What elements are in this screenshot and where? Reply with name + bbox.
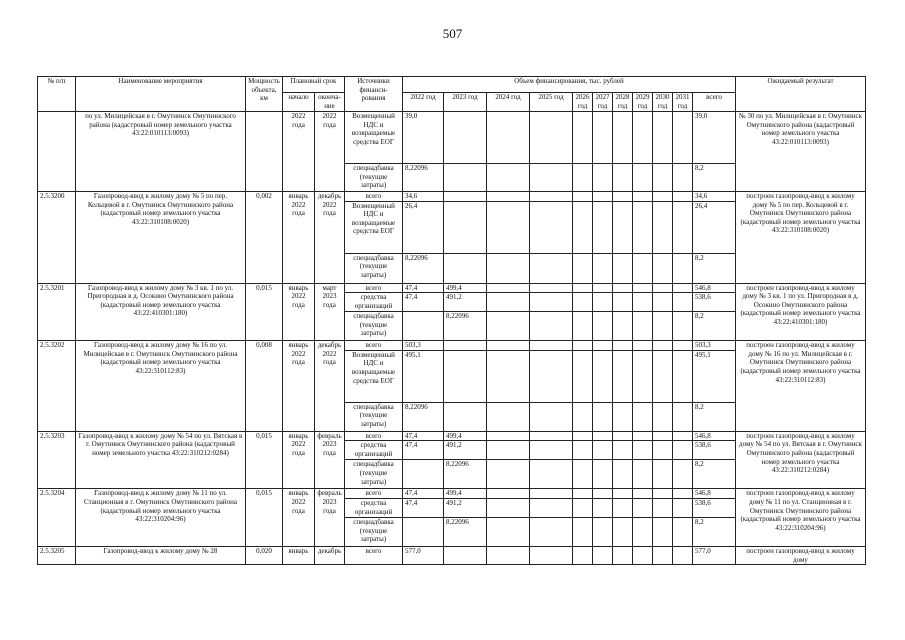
year-amount: 495,1 [403, 350, 444, 402]
year-amount [633, 441, 653, 460]
header-year: 2028 год [613, 93, 633, 112]
year-amount [633, 201, 653, 253]
funding-source: всего [345, 192, 403, 202]
year-amount [613, 283, 633, 293]
year-amount [593, 350, 613, 402]
capacity: 0,015 [246, 431, 283, 489]
activity-name: Газопровод-ввод к жилому дому № 28 [76, 546, 246, 564]
year-amount [530, 283, 573, 293]
total-amount: 538,6 [693, 441, 736, 460]
total-amount: 8,2 [693, 253, 736, 283]
end-date: февраль 2023 года [315, 431, 345, 489]
year-amount: 491,2 [444, 441, 487, 460]
end-date: декабрь 2022 года [315, 341, 345, 432]
year-amount [653, 517, 673, 546]
year-amount [673, 283, 693, 293]
year-amount [633, 350, 653, 402]
year-amount [593, 460, 613, 489]
year-amount [613, 201, 633, 253]
year-amount [444, 192, 487, 202]
year-amount [633, 402, 653, 431]
year-amount: 8,22096 [403, 253, 444, 283]
capacity: 0,008 [246, 341, 283, 432]
year-amount [653, 489, 673, 499]
year-amount: 491,2 [444, 498, 487, 517]
year-amount: 34,6 [403, 192, 444, 202]
total-amount: 503,3 [693, 341, 736, 351]
header-year: 2026 год [573, 93, 593, 112]
year-amount [613, 164, 633, 192]
expected-result: построен газопровод-ввод к жилому дому № 3 кв. 1 по ул. Пригородная в д. Осокино Омутнинского района (кадастровый номер земельного участка 43:22:410301:180) [736, 283, 866, 341]
header-year: 2025 год [530, 93, 573, 112]
year-amount [633, 517, 653, 546]
activity-name: Газопровод-ввод к жилому дому № 16 по ул. Милицейская в г. Омутнинск Омутнинского района (кадастровый номер земельного участка 43:22:310112:83) [76, 341, 246, 432]
year-amount [673, 312, 693, 341]
year-amount [487, 253, 530, 283]
row-number: 2.5.3202 [38, 341, 76, 432]
year-amount [653, 112, 673, 164]
activity-name: Газопровод-ввод к жилому дому № 54 по ул. Вятская в г. Омутнинск Омутнинского района (кадастровый номер земельного участка 43:22:310212:0284) [76, 431, 246, 489]
year-amount [403, 312, 444, 341]
header-year: 2022 год [403, 93, 444, 112]
end-date: декабрь [315, 546, 345, 564]
year-amount [487, 489, 530, 499]
year-amount [673, 460, 693, 489]
year-amount [487, 546, 530, 564]
year-amount: 47,4 [403, 441, 444, 460]
funding-source: спецнадбавка (текущие затраты) [345, 402, 403, 431]
expected-result: построен газопровод-ввод к жилому дому № 11 по ул. Станционная в г. Омутнинск Омутнинского района (кадастровый номер земельного участка 43:22:310204:96) [736, 489, 866, 547]
year-amount [593, 283, 613, 293]
header-year: 2031 год [673, 93, 693, 112]
year-amount [444, 341, 487, 351]
year-amount [487, 517, 530, 546]
table-row [38, 431, 866, 441]
year-amount [530, 164, 573, 192]
table-row [38, 546, 866, 564]
expected-result: № 30 по ул. Милицейская в г. Омутнинск Омутнинского района (кадастровый номер земельного участка 43:22:010113:0093) [736, 112, 866, 192]
expected-result: построен газопровод-ввод к жилому дому № 54 по ул. Вятская в г. Омутнинск Омутнинского района (кадастровый номер земельного участка 43:22:310212:0284) [736, 431, 866, 489]
year-amount [444, 201, 487, 253]
end-date: 2022 года [315, 112, 345, 192]
funding-source: средства организаций [345, 293, 403, 312]
start-date: январь 2022 года [283, 489, 315, 547]
year-amount [613, 112, 633, 164]
total-amount: 8,2 [693, 164, 736, 192]
funding-source: средства организаций [345, 498, 403, 517]
year-amount: 47,4 [403, 293, 444, 312]
table-row [38, 341, 866, 351]
year-amount [573, 293, 593, 312]
year-amount [487, 460, 530, 489]
year-amount [593, 293, 613, 312]
year-amount [653, 283, 673, 293]
year-amount [573, 402, 593, 431]
start-date: январь 2022 года [283, 341, 315, 432]
year-amount [530, 350, 573, 402]
year-amount [487, 431, 530, 441]
year-amount [613, 312, 633, 341]
year-amount [613, 192, 633, 202]
year-amount: 8,22096 [444, 517, 487, 546]
year-amount [673, 192, 693, 202]
year-amount [593, 498, 613, 517]
year-amount [673, 546, 693, 564]
year-amount: 491,2 [444, 293, 487, 312]
header-capacity: Мощность объекта, км [246, 77, 283, 112]
year-amount [613, 489, 633, 499]
total-amount: 538,6 [693, 498, 736, 517]
header-year-total: всего [693, 93, 736, 112]
year-amount [593, 201, 613, 253]
year-amount [653, 546, 673, 564]
year-amount [530, 441, 573, 460]
year-amount [573, 312, 593, 341]
year-amount: 8,22096 [403, 164, 444, 192]
year-amount [653, 293, 673, 312]
year-amount [444, 546, 487, 564]
year-amount [633, 112, 653, 164]
capacity [246, 112, 283, 192]
year-amount [633, 498, 653, 517]
year-amount [633, 431, 653, 441]
header-result: Ожидаемый результат [736, 77, 866, 112]
year-amount: 47,4 [403, 431, 444, 441]
year-amount [673, 498, 693, 517]
funding-source: Возмещенный НДС и возвращаемые средства ЕОГ [345, 112, 403, 164]
expected-result: построен газопровод-ввод к жилому дому № 16 по ул. Милицейская в г. Омутнинск Омутнинского района (кадастровый номер земельного участка 43:22:310112:83) [736, 341, 866, 432]
year-amount [487, 112, 530, 164]
header-year: 2024 год [487, 93, 530, 112]
year-amount [530, 517, 573, 546]
financing-table [37, 76, 866, 565]
year-amount [653, 201, 673, 253]
year-amount [593, 489, 613, 499]
year-amount [653, 402, 673, 431]
year-amount: 8,22096 [403, 402, 444, 431]
year-amount [444, 112, 487, 164]
funding-source: спецнадбавка (текущие затраты) [345, 312, 403, 341]
year-amount [593, 164, 613, 192]
year-amount [487, 201, 530, 253]
funding-source: спецнадбавка (текущие затраты) [345, 253, 403, 283]
year-amount [487, 341, 530, 351]
year-amount [573, 431, 593, 441]
header-start: начало [283, 93, 315, 112]
year-amount: 499,4 [444, 489, 487, 499]
total-amount: 26,4 [693, 201, 736, 253]
year-amount: 577,0 [403, 546, 444, 564]
year-amount: 8,22096 [444, 460, 487, 489]
year-amount [673, 253, 693, 283]
header-year: 2029 год [633, 93, 653, 112]
funding-source: спецнадбавка (текущие затраты) [345, 517, 403, 546]
header-year: 2030 год [653, 93, 673, 112]
year-amount [653, 441, 673, 460]
end-date: март 2023 года [315, 283, 345, 341]
start-date: январь [283, 546, 315, 564]
year-amount [593, 431, 613, 441]
header-sources: Источники финанси- рования [345, 77, 403, 112]
year-amount [673, 402, 693, 431]
year-amount [573, 546, 593, 564]
year-amount [487, 312, 530, 341]
page-number: 507 [442, 26, 463, 41]
total-amount: 577,0 [693, 546, 736, 564]
funding-source: Возмещенный НДС и возвращаемые средства ЕОГ [345, 201, 403, 253]
year-amount [573, 164, 593, 192]
year-amount [613, 441, 633, 460]
year-amount [673, 293, 693, 312]
year-amount [593, 312, 613, 341]
year-amount [487, 441, 530, 460]
year-amount [573, 441, 593, 460]
year-amount [444, 402, 487, 431]
year-amount [593, 192, 613, 202]
start-date: январь 2022 года [283, 283, 315, 341]
year-amount [573, 498, 593, 517]
funding-source: спецнадбавка (текущие затраты) [345, 460, 403, 489]
total-amount: 495,1 [693, 350, 736, 402]
year-amount [593, 253, 613, 283]
capacity: 0,002 [246, 192, 283, 284]
total-amount: 538,6 [693, 293, 736, 312]
row-number: 2.5.3204 [38, 489, 76, 547]
year-amount: 47,4 [403, 283, 444, 293]
year-amount [613, 498, 633, 517]
year-amount [673, 431, 693, 441]
year-amount [613, 253, 633, 283]
year-amount [530, 192, 573, 202]
year-amount [487, 498, 530, 517]
year-amount [487, 350, 530, 402]
year-amount [633, 283, 653, 293]
year-amount [573, 253, 593, 283]
year-amount [573, 350, 593, 402]
total-amount: 8,2 [693, 460, 736, 489]
year-amount [653, 498, 673, 517]
year-amount [653, 312, 673, 341]
year-amount [653, 460, 673, 489]
year-amount [530, 546, 573, 564]
year-amount [673, 350, 693, 402]
year-amount [633, 164, 653, 192]
year-amount [673, 112, 693, 164]
year-amount [673, 201, 693, 253]
year-amount [673, 517, 693, 546]
activity-name: по ул. Милицейская в г. Омутнинск Омутнинского района (кадастровый номер земельного участка 43:22:010113:0093) [76, 112, 246, 192]
activity-name: Газопровод-ввод к жилому дому № 11 по ул. Станционная в г. Омутнинск Омутнинского района (кадастровый номер земельного участка 43:22:310204:96) [76, 489, 246, 547]
year-amount [530, 312, 573, 341]
total-amount: 34,6 [693, 192, 736, 202]
row-number: 2.5.3203 [38, 431, 76, 489]
year-amount: 39,0 [403, 112, 444, 164]
year-amount [593, 112, 613, 164]
year-amount [487, 293, 530, 312]
year-amount [613, 293, 633, 312]
header-end: оконча- ние [315, 93, 345, 112]
row-number [38, 112, 76, 192]
year-amount [573, 192, 593, 202]
year-amount [573, 341, 593, 351]
year-amount: 503,3 [403, 341, 444, 351]
year-amount [573, 489, 593, 499]
year-amount [593, 341, 613, 351]
year-amount [653, 253, 673, 283]
header-year: 2023 год [444, 93, 487, 112]
year-amount [653, 350, 673, 402]
year-amount [403, 517, 444, 546]
year-amount [613, 517, 633, 546]
total-amount: 8,2 [693, 402, 736, 431]
year-amount [653, 192, 673, 202]
year-amount [653, 341, 673, 351]
year-amount [530, 341, 573, 351]
total-amount: 39,0 [693, 112, 736, 164]
activity-name: Газопровод-ввод к жилому дому № 3 кв. 1 по ул. Пригородная в д. Осокино Омутнинского района (кадастровый номер земельного участка 43:22:410301:180) [76, 283, 246, 341]
year-amount [653, 164, 673, 192]
year-amount: 26,4 [403, 201, 444, 253]
table-row [38, 489, 866, 499]
funding-source: средства организаций [345, 441, 403, 460]
year-amount [673, 164, 693, 192]
year-amount [530, 402, 573, 431]
year-amount [530, 489, 573, 499]
year-amount [487, 283, 530, 293]
year-amount: 8,22096 [444, 312, 487, 341]
year-amount [633, 253, 653, 283]
capacity: 0,020 [246, 546, 283, 564]
year-amount [593, 546, 613, 564]
year-amount [673, 489, 693, 499]
year-amount [613, 546, 633, 564]
funding-source: всего [345, 431, 403, 441]
row-number: 2.5.3200 [38, 192, 76, 284]
year-amount [633, 489, 653, 499]
year-amount [633, 341, 653, 351]
year-amount [633, 293, 653, 312]
header-num: № п/п [38, 77, 76, 112]
year-amount [633, 192, 653, 202]
year-amount: 47,4 [403, 498, 444, 517]
row-number: 2.5.3201 [38, 283, 76, 341]
year-amount: 499,4 [444, 431, 487, 441]
year-amount [530, 498, 573, 517]
year-amount [613, 350, 633, 402]
year-amount [530, 201, 573, 253]
start-date: 2022 года [283, 112, 315, 192]
year-amount: 499,4 [444, 283, 487, 293]
header-plan-term: Плановый срок [283, 77, 345, 93]
year-amount [444, 350, 487, 402]
year-amount [444, 164, 487, 192]
row-number: 2.5.3205 [38, 546, 76, 564]
end-date: февраль 2023 года [315, 489, 345, 547]
start-date: январь 2022 года [283, 192, 315, 284]
capacity: 0,015 [246, 283, 283, 341]
year-amount [487, 192, 530, 202]
year-amount [403, 460, 444, 489]
header-year: 2027 год [593, 93, 613, 112]
year-amount [573, 112, 593, 164]
year-amount [613, 341, 633, 351]
year-amount [487, 164, 530, 192]
funding-source: всего [345, 489, 403, 499]
year-amount [673, 441, 693, 460]
capacity: 0,015 [246, 489, 283, 547]
total-amount: 8,2 [693, 517, 736, 546]
activity-name: Газопровод-ввод к жилому дому № 5 по пер. Кольцевой в г. Омутнинск Омутнинского района (кадастровый номер земельного участка 43:22:310108:0020) [76, 192, 246, 284]
year-amount [653, 431, 673, 441]
funding-source: спецнадбавка (текущие затраты) [345, 164, 403, 192]
table-row [38, 112, 866, 164]
year-amount [633, 546, 653, 564]
total-amount: 546,8 [693, 283, 736, 293]
year-amount [613, 402, 633, 431]
funding-source: всего [345, 546, 403, 564]
year-amount [573, 460, 593, 489]
year-amount [487, 402, 530, 431]
header-volume: Объем финансирования, тыс. рублей [403, 77, 736, 93]
year-amount [530, 431, 573, 441]
total-amount: 546,8 [693, 431, 736, 441]
year-amount [613, 460, 633, 489]
funding-source: Возмещенный НДС и возвращаемые средства ЕОГ [345, 350, 403, 402]
year-amount [444, 253, 487, 283]
year-amount [530, 112, 573, 164]
year-amount [530, 253, 573, 283]
funding-source: всего [345, 341, 403, 351]
year-amount [633, 312, 653, 341]
year-amount [593, 517, 613, 546]
table-row [38, 192, 866, 202]
end-date: декабрь 2022 года [315, 192, 345, 284]
expected-result: построен газопровод-ввод к жилому дому [736, 546, 866, 564]
table-row [38, 283, 866, 293]
year-amount [613, 431, 633, 441]
total-amount: 8,2 [693, 312, 736, 341]
year-amount [573, 201, 593, 253]
year-amount [573, 517, 593, 546]
year-amount [530, 460, 573, 489]
header-name: Наименование мероприятия [76, 77, 246, 112]
year-amount [573, 283, 593, 293]
year-amount [673, 341, 693, 351]
total-amount: 546,8 [693, 489, 736, 499]
start-date: январь 2022 года [283, 431, 315, 489]
year-amount [633, 460, 653, 489]
year-amount [593, 402, 613, 431]
expected-result: построен газопровод-ввод к жилому дому № 5 по пер. Кольцевой в г. Омутнинск Омутнинского района (кадастровый номер земельного участка 43:22:310108:0020) [736, 192, 866, 284]
year-amount [530, 293, 573, 312]
year-amount [593, 441, 613, 460]
funding-source: всего [345, 283, 403, 293]
year-amount: 47,4 [403, 489, 444, 499]
